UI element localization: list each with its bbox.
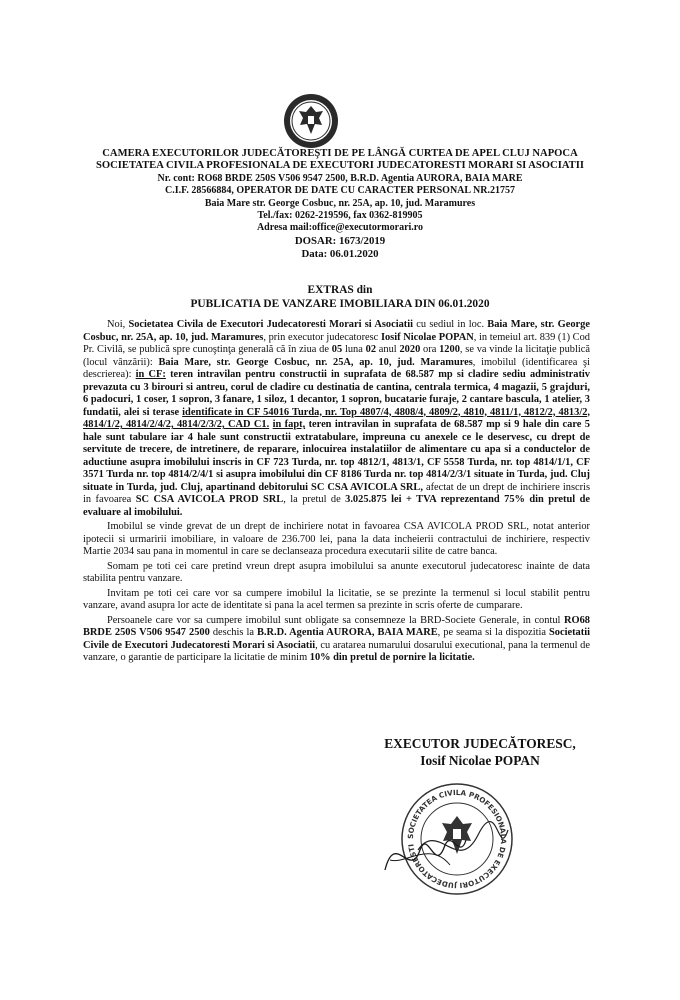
emblem-seal-icon xyxy=(282,92,340,150)
document-date: Data: 06.01.2020 xyxy=(301,247,379,260)
document-body xyxy=(83,319,590,667)
header-email: Adresa mail:office@executormorari.ro xyxy=(256,222,424,234)
signature-name: Iosif Nicolae POPAN xyxy=(420,753,540,768)
letterhead xyxy=(40,148,640,261)
paragraph-encumbrance: Imobilul se vinde grevat de un drept de inchiriere notat in favoarea CSA AVICOLA PROD SRL, notat anterior ipotecii si urmaririi imobiliare, in valoare de 236.700 lei, pana la data incheierii contractului de inchiriere, respectiv Martie 2034 sau pana in momentul in care se declanseaza procedura executarii silite de catre banca. xyxy=(83,521,590,557)
signature-title: EXECUTOR JUDECĂTORESC, xyxy=(384,736,576,751)
title-publication: PUBLICATIA DE VANZARE IMOBILIARA DIN 06.01.2020 xyxy=(190,298,490,310)
header-cif: C.I.F. 28566884, OPERATOR DE DATE CU CARACTER PERSONAL NR.21757 xyxy=(165,185,515,197)
document-title xyxy=(40,283,640,311)
header-phone: Tel./fax: 0262-219596, fax 0362-819905 xyxy=(257,210,423,222)
paragraph-summons: Somam pe toti cei care pretind vreun drept asupra imobilului sa anunte executorul judecatoresc inainte de data stabilita pentru vanzare. xyxy=(83,560,590,584)
header-society: SOCIETATEA CIVILA PROFESIONALA DE EXECUTORI JUDECATORESTI MORARI SI ASOCIATII xyxy=(95,160,584,172)
svg-text:SOCIETATEA CIVILA PROFESIONALA: SOCIETATEA CIVILA PROFESIONALA DE EXECUTORI JUDECATORESTI xyxy=(405,787,509,891)
paragraph-guarantee: Persoanele care vor sa cumpere imobilul sunt obligate sa consemneze la BRD-Societe Generale, in contul RO68 BRDE 250S V506 9547 2500 deschis la B.R.D. Agentia AURORA, BAIA MARE, pe seama si la dispozitia Societatii Civile de Executori Judecatoresti Morari si Asociatii, cu aratarea numarului dosarului executional, pana la termenul de vanzare, o garantie de participare la licitatie de minim 10% din pretul de pornire la licitatie. xyxy=(83,614,590,663)
title-extras: EXTRAS din xyxy=(307,284,373,296)
paragraph-invitation: Invitam pe toti cei care vor sa cumpere imobilul la licitatie, se se prezinte la termenul si locul stabilit pentru vanzare, avand asupra lor acte de identitate si pana la acel termen sa prezinte in scris oferte de cumparare. xyxy=(83,587,590,611)
handwritten-signature-icon xyxy=(380,820,470,890)
case-number: DOSAR: 1673/2019 xyxy=(294,234,386,247)
signature-block xyxy=(370,735,590,769)
header-account: Nr. cont: RO68 BRDE 250S V506 9547 2500, B.R.D. Agentia AURORA, BAIA MARE xyxy=(157,172,523,184)
header-address: Baia Mare str. George Cosbuc, nr. 25A, ap. 10, jud. Maramures xyxy=(204,197,476,209)
paragraph-sale-notice: Noi, Societatea Civila de Executori Judecatoresti Morari si Asociatii cu sediul in loc. Baia Mare, str. George Cosbuc, nr. 25A, ap. 10, jud. Maramures, prin executor judecatoresc Iosif Nicolae POPAN, in temeiul art. 839 (1) Cod Pr. Civilă, se publică spre cunoştinţa generală că în ziua de 05 luna 02 anul 2020 ora 1200, se va vinde la licitaţie publică (locul vânzării): Baia Mare, str. George Cosbuc, nr. 25A, ap. 10, jud. Maramures, imobilul (identificarea şi descrierea): in CF: teren intravilan pentru constructii in suprafata de 68.587 mp si cladire sediu administrativ prevazuta cu 3 birouri si antreu, corul de cladire cu destinatia de cantina, centrala termica, 4 magazii, 5 grajduri, 6 padocuri, 1 coser, 1 sopron, 3 fanare, 1 siloz, 1 decantor, 1 sopron, bucatarie furaje, 2 cantare bascula, 1 atelier, 3 fundatii, alei si terase identificate in CF 54016 Turda, nr. Top 4807/4, 4808/4, 4809/2, 4810, 4811/1, 4812/2, 4813/2, 4814/1/2, 4814/2/4/2, 4814/2/3/2, CAD C1. in fapt, teren intravilan in suprafata de 68.587 mp si 9 hale din care 5 hale sunt tabulare iar 4 hale sunt constructii extratabulare, impreuna cu anexele ce le deservesc, cu drept de servitute de trecere, de intretinere, de reparare, inlocuirea instalatiilor de alimentare cu apa si a conductelor de aductiune asupra imobilului inscris in CF 723 Turda, nr. top 4812/1, 4813/1, CF 5558 Turda, nr. top 4814/1/1, CF 3571 Turda nr. top 4814/2/4/1 si asupra imobilului din CF 8186 Turda nr. top 4814/2/3/1 situate in Turda, jud. Cluj situate in Turda, jud. Cluj, apartinand debitorului SC CSA AVICOLA SRL, afectat de un drept de inchiriere inscris in favoarea SC CSA AVICOLA PROD SRL, la pretul de 3.025.875 lei + TVA reprezentand 75% din pretul de evaluare al imobilului. xyxy=(83,319,591,518)
header-chamber: CAMERA EXECUTORILOR JUDECĂTOREŞTI DE PE LÂNGĂ CURTEA DE APEL CLUJ NAPOCA xyxy=(102,148,578,159)
